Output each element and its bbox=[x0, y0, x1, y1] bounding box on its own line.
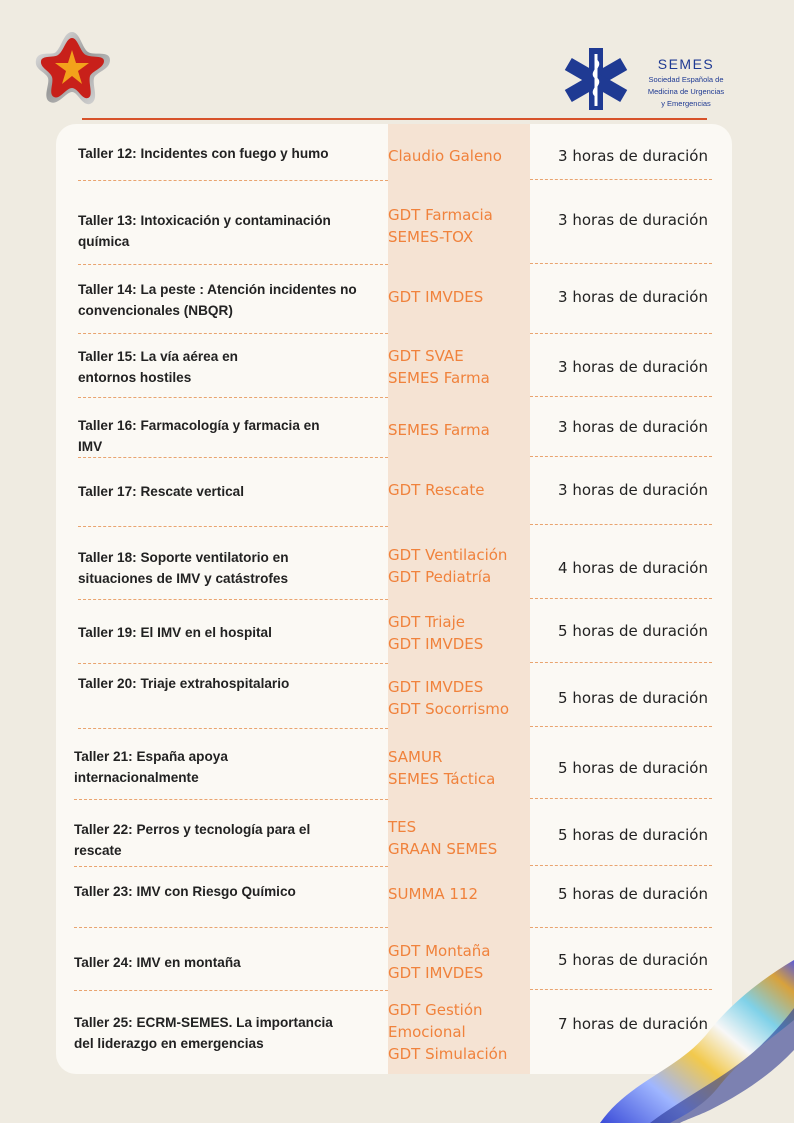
row-divider bbox=[530, 396, 712, 397]
workshop-title: Taller 23: IMV con Riesgo Químico bbox=[74, 884, 296, 899]
star-emblem-icon bbox=[32, 30, 112, 106]
organizer: SEMES-TOX bbox=[388, 228, 474, 246]
row-divider bbox=[530, 456, 712, 457]
workshop-title: Taller 24: IMV en montaña bbox=[74, 955, 241, 970]
row-divider bbox=[78, 599, 388, 600]
workshop-duration: 3 horas de duración bbox=[558, 211, 708, 229]
organizer: GDT IMVDES bbox=[388, 964, 484, 982]
workshop-organizers bbox=[388, 883, 528, 905]
row-divider bbox=[78, 663, 388, 664]
row-divider bbox=[74, 927, 388, 928]
row-divider bbox=[78, 457, 388, 458]
workshop-duration: 3 horas de duración bbox=[558, 147, 708, 165]
workshop-duration: 5 horas de duración bbox=[558, 951, 708, 969]
workshop-organizers bbox=[388, 345, 528, 389]
organizer: SEMES Táctica bbox=[388, 770, 496, 788]
workshop-title: Taller 20: Triaje extrahospitalario bbox=[78, 676, 290, 691]
workshop-organizers bbox=[388, 999, 513, 1065]
organizer: GDT Socorrismo bbox=[388, 700, 510, 718]
row-divider bbox=[530, 598, 712, 599]
organizer: GDT Pediatría bbox=[388, 568, 492, 586]
row-divider bbox=[530, 726, 712, 727]
row-divider bbox=[78, 397, 388, 398]
workshop-duration: 5 horas de duración bbox=[558, 689, 708, 707]
organizer: SUMMA 112 bbox=[388, 885, 479, 903]
brand-subtitle-3: y Emergencias bbox=[661, 99, 711, 108]
organizer: GDT Gestión Emocional bbox=[388, 1001, 483, 1041]
workshop-duration: 3 horas de duración bbox=[558, 288, 708, 306]
row-divider bbox=[530, 927, 712, 928]
row-divider bbox=[530, 662, 712, 663]
organizer: SEMES Farma bbox=[388, 369, 490, 387]
organizer: GDT IMVDES bbox=[388, 678, 484, 696]
workshop-title: Taller 13: Intoxicación y contaminación química bbox=[78, 213, 331, 249]
workshop-duration: 5 horas de duración bbox=[558, 622, 708, 640]
row-divider bbox=[530, 524, 712, 525]
organizer: GDT Triaje bbox=[388, 613, 465, 631]
row-divider bbox=[78, 526, 388, 527]
workshop-title: Taller 18: Soporte ventilatorio en situaciones de IMV y catástrofes bbox=[78, 550, 289, 586]
semes-brand bbox=[636, 56, 736, 108]
organizer: GDT Simulación bbox=[388, 1045, 508, 1063]
row-divider bbox=[530, 865, 712, 866]
workshop-duration: 5 horas de duración bbox=[558, 759, 708, 777]
organizer: GDT IMVDES bbox=[388, 288, 484, 306]
row-divider bbox=[78, 264, 388, 265]
row-divider bbox=[74, 866, 388, 867]
brand-subtitle-1: Sociedad Española de bbox=[648, 75, 724, 84]
row-divider bbox=[530, 263, 712, 264]
workshop-title: Taller 25: ECRM-SEMES. La importancia del liderazgo en emergencias bbox=[74, 1015, 333, 1051]
workshop-duration: 3 horas de duración bbox=[558, 418, 708, 436]
workshop-duration: 3 horas de duración bbox=[558, 481, 708, 499]
organizer: GRAAN SEMES bbox=[388, 840, 498, 858]
workshop-organizers bbox=[388, 611, 528, 655]
row-divider bbox=[530, 179, 712, 180]
organizer: SEMES Farma bbox=[388, 421, 490, 439]
row-divider bbox=[74, 990, 388, 991]
row-divider bbox=[78, 333, 388, 334]
workshop-title: Taller 15: La vía aérea en entornos hostiles bbox=[78, 349, 238, 385]
row-divider bbox=[530, 798, 712, 799]
workshop-organizers bbox=[388, 419, 528, 441]
workshop-title: Taller 21: España apoya internacionalmente bbox=[74, 749, 228, 785]
organizer: Claudio Galeno bbox=[388, 147, 502, 165]
organizer: GDT SVAE bbox=[388, 347, 464, 365]
organizer: TES bbox=[388, 818, 417, 836]
workshop-duration: 4 horas de duración bbox=[558, 559, 708, 577]
workshop-title: Taller 17: Rescate vertical bbox=[78, 484, 244, 499]
workshop-title: Taller 12: Incidentes con fuego y humo bbox=[78, 146, 329, 161]
holographic-swirl-decoration bbox=[590, 960, 794, 1123]
organizer: SAMUR bbox=[388, 748, 443, 766]
workshop-organizers bbox=[388, 676, 528, 720]
brand-subtitle-2: Medicina de Urgencias bbox=[647, 87, 725, 96]
workshop-title: Taller 14: La peste : Atención incidentes no convencionales (NBQR) bbox=[78, 282, 357, 318]
workshop-duration: 3 horas de duración bbox=[558, 358, 708, 376]
row-divider bbox=[530, 989, 712, 990]
organizer: GDT Ventilación bbox=[388, 546, 508, 564]
header-rule bbox=[82, 118, 707, 120]
organizer: GDT Farmacia bbox=[388, 206, 493, 224]
brand-name: SEMES bbox=[657, 56, 715, 72]
workshop-organizers bbox=[388, 479, 528, 501]
workshop-title: Taller 19: El IMV en el hospital bbox=[78, 625, 272, 640]
workshop-title: Taller 16: Farmacología y farmacia en IMV bbox=[78, 418, 320, 454]
workshop-organizers bbox=[388, 286, 528, 308]
workshop-organizers bbox=[388, 145, 528, 167]
organizer: GDT IMVDES bbox=[388, 635, 484, 653]
row-divider bbox=[78, 728, 388, 729]
workshop-organizers bbox=[388, 816, 528, 860]
workshop-title: Taller 22: Perros y tecnología para el rescate bbox=[74, 822, 311, 858]
workshop-organizers bbox=[388, 204, 528, 248]
organizer: GDT Rescate bbox=[388, 481, 485, 499]
organizer-column-band bbox=[388, 124, 530, 1074]
row-divider bbox=[78, 180, 388, 181]
workshop-organizers bbox=[388, 746, 528, 790]
row-divider bbox=[74, 799, 388, 800]
workshop-organizers bbox=[388, 544, 528, 588]
workshop-organizers bbox=[388, 940, 528, 984]
workshop-duration: 5 horas de duración bbox=[558, 826, 708, 844]
row-divider bbox=[530, 333, 712, 334]
organizer: GDT Montaña bbox=[388, 942, 491, 960]
workshop-duration: 7 horas de duración bbox=[558, 1015, 708, 1033]
workshop-duration: 5 horas de duración bbox=[558, 885, 708, 903]
